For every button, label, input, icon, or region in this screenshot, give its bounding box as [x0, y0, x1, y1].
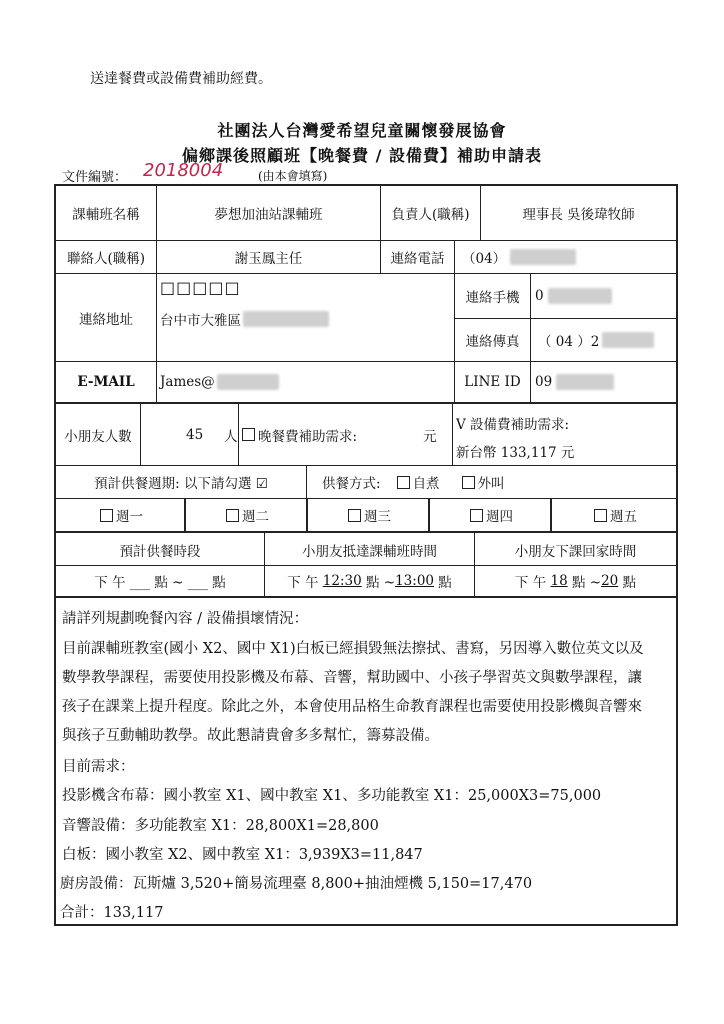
contact-label: 聯絡人(職稱) [66, 251, 146, 267]
phone-field [462, 241, 676, 273]
redacted-mobile [548, 288, 612, 304]
doc-number-handwritten: 2018004 [143, 160, 224, 181]
arrival-time-value [265, 566, 474, 596]
content-line: 目前課輔班教室(國小 X2、國中 X1)白板已經損毀無法擦拭、書寫，另因導入數位英文以及 [62, 641, 644, 657]
content-line: 廚房設備：瓦斯爐 3,520+簡易流理臺 8,800+抽油煙機 5,150=17,470 [60, 876, 533, 892]
leader-label: 負責人(職稱) [391, 207, 470, 223]
address-field [160, 308, 450, 330]
weekday-label: 週四 [486, 509, 513, 525]
redacted-email [217, 374, 279, 390]
content-line: 合計：133,117 [60, 905, 164, 921]
meal-method-label: 供餐方式: [322, 476, 381, 492]
line-id-label: LINE ID [464, 374, 521, 390]
content-line: 數學教學課程，需要使用投影機及布幕、音響，幫助國中、小孩子學習英文與數學課程，讓 [62, 670, 642, 686]
organization-name: 社團法人台灣愛希望兒童關懷發展協會 [217, 121, 507, 140]
dinner-checkbox[interactable] [242, 428, 255, 441]
meal-time-header: 預計供餐時段 [119, 543, 201, 560]
mobile-label: 連絡手機 [465, 290, 520, 306]
dinner-subsidy-label: 晚餐費補助需求: [258, 428, 358, 445]
order-checkbox[interactable] [462, 476, 475, 489]
weekday-label: 週二 [242, 509, 269, 525]
email-value: James@ [160, 374, 215, 390]
email-label: E-MAIL [77, 374, 135, 390]
doc-number-label: 文件編號： [62, 170, 128, 185]
arrival-time-header: 小朋友抵達課輔班時間 [302, 543, 437, 560]
leader-value: 理事長 吳後瑋牧師 [522, 207, 635, 223]
form-title: 偏鄉課後照顧班【晚餐費 / 設備費】補助申請表 [182, 146, 542, 165]
mobile-field [535, 274, 675, 318]
arrival-from: 12:30 [322, 573, 362, 589]
dinner-subsidy-field[interactable] [241, 404, 451, 465]
content-line: 音響設備：多功能教室 X1：28,800X1=28,800 [62, 818, 379, 834]
fax-value: （ 04 ）2 [538, 334, 600, 350]
weekday-label: 週五 [610, 509, 637, 525]
weekday-label: 週三 [364, 509, 391, 525]
divider [54, 531, 678, 533]
line-id-field [535, 362, 675, 402]
class-name-value: 夢想加油站課輔班 [214, 207, 323, 223]
content-line: 與孩子互動輔助教學。故此懇請貴會多多幫忙，籌募設備。 [62, 728, 439, 744]
divider [452, 404, 453, 465]
weekday-label: 週一 [116, 509, 143, 525]
divider [238, 404, 239, 465]
phone-label: 連絡電話 [390, 251, 445, 267]
address-value: 台中市大雅區 [160, 313, 241, 329]
top-note: 送達餐費或設備費補助經費。 [90, 71, 272, 87]
weekday-fri[interactable] [552, 499, 676, 531]
kids-count-unit: 人 [224, 428, 238, 445]
redacted-line-id [556, 374, 614, 390]
kids-count-label: 小朋友人數 [64, 428, 132, 445]
time-prefix: 下 午 [287, 575, 319, 591]
phone-value: （04） [462, 251, 507, 267]
meal-method-order: 外叫 [477, 476, 505, 492]
weekday-checkbox[interactable] [226, 509, 239, 522]
departure-time-value [475, 566, 676, 596]
line-id-value: 09 [535, 374, 553, 390]
time-suffix: 點 [438, 575, 452, 591]
meal-cycle-label: 預計供餐週期: 以下請勾選 ☑ [94, 476, 268, 492]
redacted-address [243, 311, 329, 327]
weekday-mon[interactable] [56, 499, 184, 531]
address-label: 連絡地址 [79, 311, 133, 328]
meal-time-value: 下 午 ___ 點 ~ ___ 點 [94, 575, 226, 591]
time-suffix: 點 [622, 575, 637, 591]
redacted-phone [510, 249, 576, 265]
redacted-fax [602, 332, 654, 348]
meal-method-field [322, 466, 676, 498]
weekday-thu[interactable] [430, 499, 550, 531]
dinner-unit: 元 [423, 428, 437, 445]
departure-time-header: 小朋友下課回家時間 [514, 543, 637, 560]
weekday-checkbox[interactable] [594, 509, 607, 522]
content-line: 孩子在課業上提升程度。除此之外，本會使用品格生命教育課程也需要使用投影機與音響來 [62, 699, 642, 715]
meal-method-cook: 自煮 [412, 476, 440, 492]
departure-from: 18 [550, 573, 568, 589]
content-line: 投影機含布幕：國小教室 X1、國中教室 X1、多功能教室 X1：25,000X3=75,000 [62, 788, 602, 804]
equipment-subsidy-value: 新台幣 133,117 元 [456, 445, 575, 461]
divider [54, 596, 678, 598]
weekday-wed[interactable] [308, 499, 428, 531]
divider [530, 273, 531, 402]
content-line: 目前需求： [62, 759, 135, 775]
time-separator: 點 ~ [365, 575, 396, 591]
equipment-subsidy-label: V 設備費補助需求: [456, 417, 570, 433]
fax-field [538, 319, 676, 361]
class-name-label: 課輔班名稱 [72, 207, 140, 223]
divider [306, 466, 307, 498]
arrival-to: 13:00 [395, 573, 434, 589]
mobile-value: 0 [535, 288, 544, 304]
content-line: 白板：國小教室 X2、國中教室 X1：3,939X3=11,847 [62, 847, 423, 863]
departure-to: 20 [601, 573, 619, 589]
divider [140, 404, 141, 465]
cook-checkbox[interactable] [397, 476, 410, 489]
divider [454, 240, 455, 273]
zip-code-boxes: □□□□□ [160, 277, 241, 297]
content-line: 請詳列規劃晚餐內容 / 設備損壞情況： [62, 611, 309, 627]
weekday-checkbox[interactable] [100, 509, 113, 522]
kids-count-value: 45 [186, 426, 204, 443]
weekday-tue[interactable] [186, 499, 306, 531]
weekday-checkbox[interactable] [470, 509, 483, 522]
weekday-checkbox[interactable] [348, 509, 361, 522]
email-field [160, 362, 450, 402]
contact-value: 謝玉鳳主任 [234, 251, 303, 267]
time-separator: 點 ~ [571, 575, 602, 591]
time-prefix: 下 午 [514, 575, 547, 591]
doc-number-note: (由本會填寫) [258, 169, 328, 183]
fax-label: 連絡傳真 [465, 334, 520, 350]
